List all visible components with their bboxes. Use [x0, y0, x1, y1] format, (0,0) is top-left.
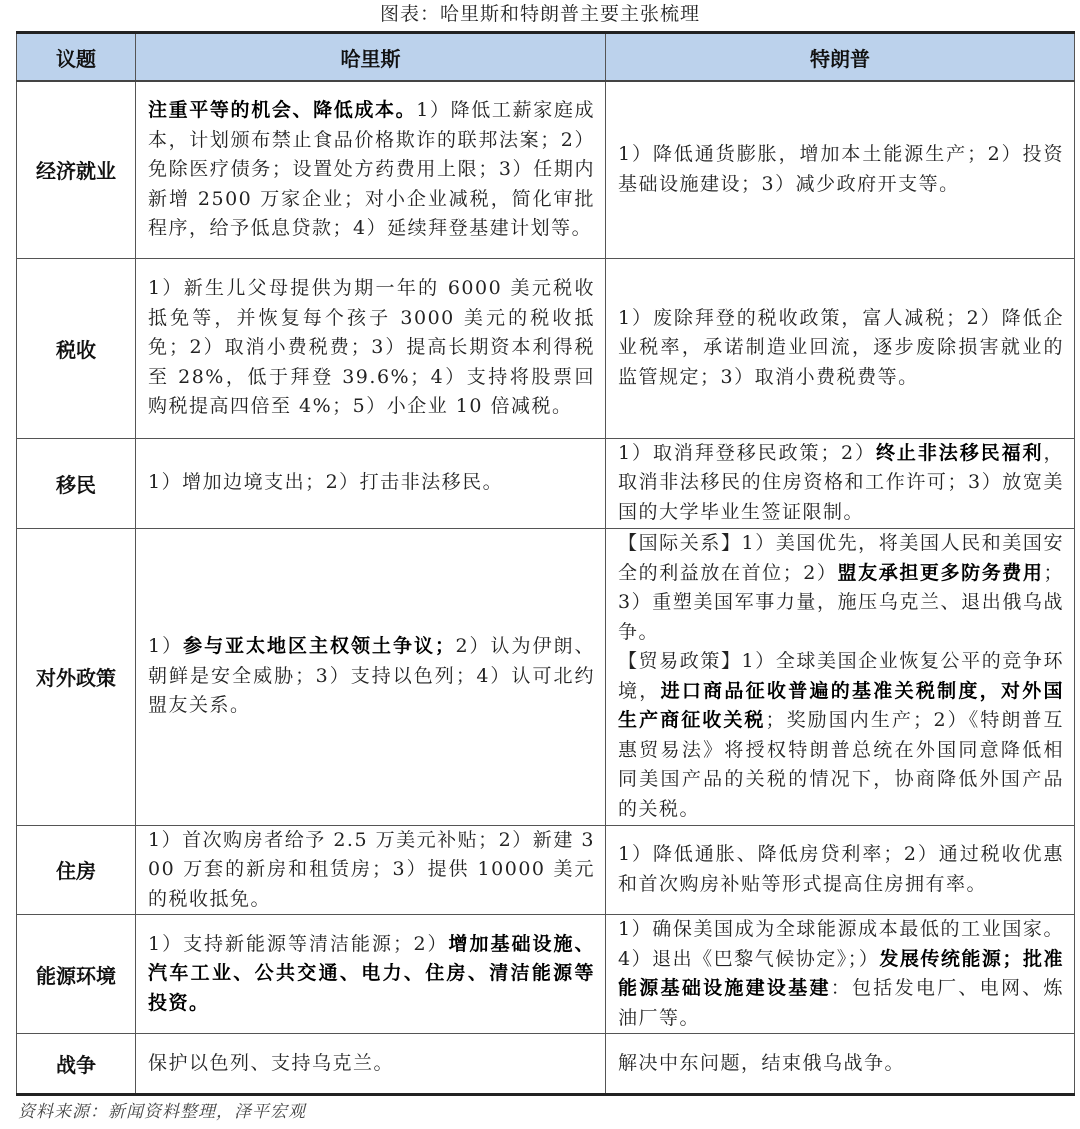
row-topic-energy: 能源环境	[17, 915, 136, 1034]
body-text: 1）首次购房者给予 2.5 万美元补贴；2）新建 300 万套的新房和租赁房；3）提供 10000 美元的税收抵免。	[148, 828, 595, 910]
trump-cell-housing	[606, 825, 1075, 915]
emphasis-text: 参与亚太地区主权领土争议；	[183, 635, 456, 658]
emphasis-text: 盟友承担更多防务费用	[837, 561, 1044, 584]
body-text: 1）废除拜登的税收政策，富人减税；2）降低企业税率，承诺制造业回流，逐步废除损害就业的监管规定；3）取消小费税费等。	[618, 306, 1064, 388]
harris-cell-tax	[136, 258, 606, 438]
body-text: 1）支持新能源等清洁能源；2）	[148, 932, 449, 955]
row-topic-immigration: 移民	[17, 438, 136, 528]
emphasis-text: 增加基础设施、汽车工业、公共交通、电力、住房、清洁能源等投资。	[148, 932, 595, 1014]
trump-cell-economy	[606, 81, 1075, 258]
trump-cell-immigration	[606, 438, 1075, 528]
trump-cell-tax	[606, 258, 1075, 438]
trump-cell-energy	[606, 915, 1075, 1034]
body-text: 解决中东问题，结束俄乌战争。	[618, 1051, 906, 1074]
body-text: 1）取消拜登移民政策；2）	[618, 441, 876, 464]
harris-cell-economy	[136, 81, 606, 258]
column-header-trump: 特朗普	[606, 33, 1075, 82]
table-row	[17, 1034, 1075, 1095]
body-text: ：包括发电厂、电网、炼油厂等。	[618, 977, 1064, 1029]
body-text: 【贸易政策】1）全球美国企业恢复公平的竞争环境，	[618, 650, 1064, 702]
table-row	[17, 258, 1075, 438]
body-text: 2）认为伊朗、朝鲜是安全威胁；3）支持以色列；4）认可北约盟友关系。	[148, 635, 595, 717]
emphasis-text: 注重平等的机会、降低成本。	[148, 99, 417, 121]
body-text: ；3）重塑美国军事力量，施压乌克兰、退出俄乌战争。	[618, 561, 1064, 643]
body-text: 保护以色列、支持乌克兰。	[148, 1051, 395, 1074]
body-text: ；奖励国内生产；2）《特朗普互惠贸易法》将授权特朗普总统在外国同意降低相同美国产品的关税的情况下，协商降低外国产品的关税。	[618, 709, 1064, 820]
table-row	[17, 81, 1075, 258]
source-note: 资料来源：新闻资料整理，泽平宏观	[18, 1102, 306, 1122]
row-topic-foreign-policy: 对外政策	[17, 528, 136, 825]
body-text: 1）降低通货膨胀，增加本土能源生产；2）投资基础设施建设；3）减少政府开支等。	[618, 143, 1064, 195]
row-topic-economy: 经济就业	[17, 81, 136, 258]
harris-cell-foreign-policy	[136, 528, 606, 825]
body-text: 1）降低工薪家庭成本，计划颁布禁止食品价格欺诈的联邦法案；2）免除医疗债务；设置处方药费用上限；3）任期内新增 2500 万家企业；对小企业减税，简化审批程序，给予低息贷款；4）延续拜登基建计划等。	[148, 99, 595, 239]
harris-cell-immigration	[136, 438, 606, 528]
row-topic-housing: 住房	[17, 825, 136, 915]
column-header-topic: 议题	[17, 33, 136, 82]
body-text: 1）确保美国成为全球能源成本最低的工业国家。4）退出《巴黎气候协定》；）	[618, 918, 1064, 970]
emphasis-text: 进口商品征收普遍的基准关税制度，对外国生产商征收关税	[618, 679, 1064, 731]
harris-cell-energy	[136, 915, 606, 1034]
body-text: ，取消非法移民的住房资格和工作许可；3）放宽美国的大学毕业生签证限制。	[618, 441, 1064, 523]
table-row	[17, 915, 1075, 1034]
table-caption: 图表：哈里斯和特朗普主要主张梳理	[379, 3, 700, 25]
emphasis-text: 终止非法移民福利	[875, 441, 1044, 464]
trump-cell-foreign-policy	[606, 528, 1075, 825]
harris-cell-war	[136, 1034, 606, 1095]
row-topic-war: 战争	[17, 1034, 136, 1095]
body-text: 1）	[148, 635, 184, 658]
table-row	[17, 438, 1075, 528]
body-text: 1）降低通胀、降低房贷利率；2）通过税收优惠和首次购房补贴等形式提高住房拥有率。	[618, 843, 1064, 895]
row-topic-tax: 税收	[17, 258, 136, 438]
policy-comparison-table	[16, 31, 1075, 1096]
harris-cell-housing	[136, 825, 606, 915]
body-text: 【国际关系】1）美国优先，将美国人民和美国安全的利益放在首位；2）	[618, 532, 1064, 584]
column-header-harris: 哈里斯	[136, 33, 606, 82]
emphasis-text: 发展传统能源；批准能源基础设施建设基建	[618, 947, 1064, 999]
table-row	[17, 528, 1075, 825]
body-text: 1）增加边境支出；2）打击非法移民。	[148, 471, 504, 494]
table-row	[17, 825, 1075, 915]
body-text: 1）新生儿父母提供为期一年的 6000 美元税收抵免等，并恢复每个孩子 3000 美元的税收抵免；2）取消小费税费；3）提高长期资本利得税至 28%，低于拜登 39.6%；4）支持将股票回购税提高四倍至 4%；5）小企业 10 倍减税。	[148, 277, 595, 418]
table-header-row	[17, 33, 1075, 82]
trump-cell-war	[606, 1034, 1075, 1095]
